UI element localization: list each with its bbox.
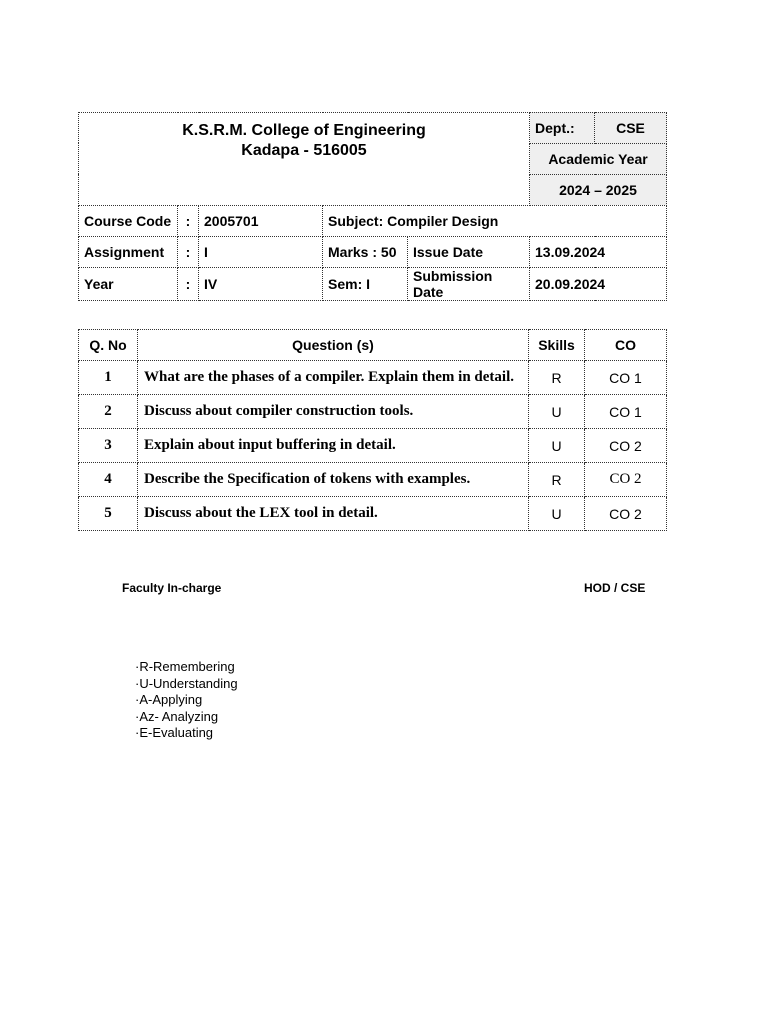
question-table-header bbox=[79, 330, 667, 361]
legend-item: ·U-Understanding bbox=[135, 675, 238, 691]
assignment-value: I bbox=[199, 236, 323, 267]
question-number: 3 bbox=[79, 429, 138, 463]
question-skill: R bbox=[529, 463, 585, 497]
header-table bbox=[78, 112, 667, 301]
table-row bbox=[79, 429, 667, 463]
legend-item: ·Az- Analyzing bbox=[135, 708, 219, 724]
question-co: CO 1 bbox=[585, 361, 667, 395]
question-text: Discuss about the LEX tool in detail. bbox=[138, 497, 529, 531]
hod-signature-label: HOD / CSE bbox=[584, 581, 646, 595]
submission-date-value: 20.09.2024 bbox=[530, 267, 667, 300]
issue-date-value: 13.09.2024 bbox=[530, 236, 667, 267]
sem: Sem: I bbox=[323, 267, 408, 300]
course-code-label: Course Code bbox=[79, 205, 178, 236]
qno-header: Q. No bbox=[79, 330, 138, 361]
table-row bbox=[79, 395, 667, 429]
subject: Subject: Compiler Design bbox=[323, 205, 667, 236]
college-name: K.S.R.M. College of Engineering bbox=[182, 121, 426, 139]
question-co: CO 1 bbox=[585, 395, 667, 429]
skills-header: Skills bbox=[529, 330, 585, 361]
academic-year-label: Academic Year bbox=[530, 143, 667, 174]
question-number: 5 bbox=[79, 497, 138, 531]
dept-value: CSE bbox=[595, 112, 667, 143]
question-text: Explain about input buffering in detail. bbox=[138, 429, 529, 463]
question-number: 2 bbox=[79, 395, 138, 429]
co-header: CO bbox=[585, 330, 667, 361]
legend-item: ·E-Evaluating bbox=[135, 725, 214, 740]
marks: Marks : 50 bbox=[323, 236, 408, 267]
assignment-label: Assignment bbox=[79, 236, 178, 267]
college-location: Kadapa - 516005 bbox=[241, 141, 367, 159]
question-header: Question (s) bbox=[138, 330, 529, 361]
legend-item: ·A-Applying bbox=[135, 692, 203, 707]
academic-year-value: 2024 – 2025 bbox=[530, 174, 667, 205]
dept-label: Dept.: bbox=[530, 112, 595, 143]
question-text: Discuss about compiler construction tools. bbox=[138, 395, 529, 429]
question-skill: U bbox=[529, 395, 585, 429]
colon-separator: : bbox=[178, 236, 199, 267]
table-row bbox=[79, 463, 667, 497]
year-value: IV bbox=[199, 267, 323, 300]
year-label: Year bbox=[79, 267, 178, 300]
colon-separator: : bbox=[178, 205, 199, 236]
submission-date-label: Submission Date bbox=[408, 267, 530, 300]
question-text: Describe the Specification of tokens with examples. bbox=[138, 463, 529, 497]
question-number: 1 bbox=[79, 361, 138, 395]
question-table bbox=[78, 329, 667, 531]
legend-item: ·R-Remembering bbox=[135, 659, 235, 674]
question-text: What are the phases of a compiler. Explain them in detail. bbox=[138, 361, 529, 395]
question-skill: U bbox=[529, 429, 585, 463]
question-skill: R bbox=[529, 361, 585, 395]
question-co: CO 2 bbox=[585, 497, 667, 531]
question-co: CO 2 bbox=[585, 429, 667, 463]
faculty-signature-label: Faculty In-charge bbox=[122, 581, 222, 595]
question-skill: U bbox=[529, 497, 585, 531]
colon-separator: : bbox=[178, 267, 199, 300]
skills-legend bbox=[135, 659, 238, 742]
table-row bbox=[79, 361, 667, 395]
issue-date-label: Issue Date bbox=[408, 236, 530, 267]
course-code-value: 2005701 bbox=[199, 205, 323, 236]
question-co: CO 2 bbox=[585, 463, 667, 497]
question-number: 4 bbox=[79, 463, 138, 497]
college-info bbox=[79, 112, 530, 205]
table-row bbox=[79, 497, 667, 531]
